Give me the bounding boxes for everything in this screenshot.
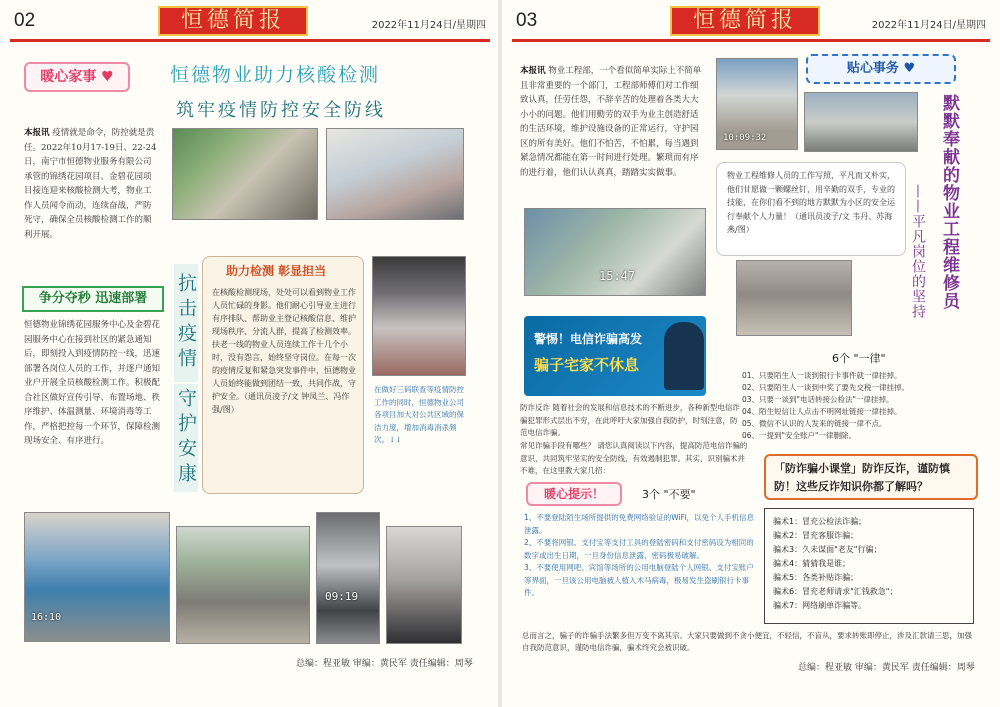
article-tag: 本报讯	[520, 66, 546, 76]
list-item: 骗术7：网络刷单诈骗等。	[773, 601, 867, 610]
list-item: 3、不要使用网吧、宾馆等场所的公用电脑登陆个人网银、支付宝账户等界面，一旦该公用电脑被人植入木马病毒，极易发生盗刷银行卡事件。	[524, 563, 754, 597]
quote-box	[716, 162, 906, 256]
fraud-banner	[524, 316, 706, 396]
three-buyao-title: 3个 "不要"	[642, 488, 696, 501]
photo-timestamp: 16:10	[31, 612, 62, 623]
credits: 总编：程亚敏 审编：黄民军 责任编辑：周琴	[798, 663, 975, 673]
six-yilv-list	[742, 370, 978, 442]
list-item: 骗术1：冒充公检法诈骗；	[773, 517, 867, 526]
photo-queue	[172, 128, 318, 220]
article-tag: 本报讯	[24, 128, 50, 138]
list-item: 06、一提到"安全账户"一律删除。	[742, 431, 856, 440]
right-page	[502, 0, 1000, 707]
ribbon-label: 暖心家事	[40, 69, 97, 85]
list-item: 骗术3：久未谋面"老友"行骗；	[773, 545, 882, 554]
vertical-banner-2: 守护安康	[174, 384, 198, 492]
photo-timestamp: 09:19	[325, 590, 359, 603]
issue-date: 2022年11月24日/星期四	[371, 20, 486, 31]
issue-date: 2022年11月24日/星期四	[871, 20, 986, 31]
list-item: 骗术5：各类补贴诈骗；	[773, 573, 859, 582]
photo-pipe-repair	[524, 208, 706, 296]
header-rule	[10, 39, 490, 42]
section-help-text: 在核酸检测现场，处处可以看到物业工作人员忙碌的身影。他们耐心引导业主进行有序排队、帮助业主登记核酸信息、维护现场秩序、分流人群，提高了检测效率。扶老一线的物业人员连续工作十几个小时，没有怨言，始终坚守岗位。在每一次的疫情反复和紧急突发事件中，恒德物业人员始终能做到团结一致，共同作战，守护安全。（通讯员凌子/文 钟凤兰、冯作强/图）	[212, 288, 356, 414]
police-icon	[664, 322, 704, 390]
page-number: 02	[14, 10, 36, 31]
photo-disinfection	[176, 526, 310, 644]
ribbon-label: 贴心事务	[846, 61, 899, 76]
article-text: 物业工程部，一个看似简单实际上不简单且非常重要的一个部门，工程部师傅们对工作细致认真，任劳任怨，不辞辛苦的处理着各类大大小小的问题。他们用勤劳的双手为业主创造舒适的生活环境，维护设施设备的正常运行，守护园区的所有美好。他们不怕苦，不怕累，每当遇到紧急情况都能在第一时间进行处理。繁琐而有序的进行着，他们认认真真，踏踏实实做事。	[520, 66, 702, 178]
photo-timestamp: 15:47	[599, 269, 636, 283]
list-item: 04、陌生短信让人点击不明网址链接一律挂掉。	[742, 407, 902, 416]
photo-sprayer	[316, 512, 380, 644]
prevention-text: 防诈反诈 随着社会的发展和信息技术的不断进步，各种新型电信诈骗犯罪形式层出不穷，在此呼吁大家加强自我防护，时刻注意，防范电信诈骗。	[520, 403, 740, 437]
heart-icon: ♥	[101, 69, 114, 85]
list-item: 02、只要陌生人一谈到中奖了要先交税一律挂掉。	[742, 383, 910, 392]
vertical-title: 默默奉献的物业工程维修员	[939, 94, 959, 310]
lead-article	[520, 64, 706, 180]
three-buyao-list	[524, 512, 756, 600]
photo-caption: 在做好三码联查等疫情防控工作的同时，恒德物业公司各项目加大对公共区域的保洁力度，增加消毒消杀频次。↓↓	[374, 385, 464, 444]
photo-street	[804, 92, 918, 152]
list-item: 骗术2：冒充客服诈骗；	[773, 531, 859, 540]
fraud-banner-line2: 骗子宅家不休息	[534, 356, 640, 374]
tips-ribbon: 暖心提示！	[526, 482, 622, 506]
list-item: 2、不要将网银、支付宝等支付工具的登陆密码和支付密码设为相同的数字或出生日期，一旦身份信息泄露，密码极易破解。	[524, 538, 754, 560]
list-item: 01、只要陌生人一谈到银行卡事件就一律挂掉。	[742, 371, 902, 380]
quote-text: 物业工程维修人员的工作写照，平凡而又朴实，他们甘愿做一颗螺丝钉，用辛勤的双手，专业的技能，在你们看不到的地方默默为小区的安全运行奉献个人力量！（通讯员凌子/文 韦丹、苏海燕/图）	[727, 171, 895, 234]
photo-timestamp: 10:09:32	[723, 133, 767, 143]
page-number: 03	[516, 10, 538, 31]
masthead-title: 恒德简报	[670, 6, 820, 36]
page-headline: 恒德物业助力核酸检测	[170, 64, 381, 86]
page-subheadline: 筑牢疫情防控安全防线	[176, 100, 386, 121]
photo-volunteer	[372, 256, 466, 376]
left-header	[0, 6, 500, 40]
photo-bins	[24, 512, 170, 642]
right-header	[502, 6, 1000, 40]
list-item: 骗术6：冒充老师请求"汇钱救急"；	[773, 587, 898, 596]
closing-text: 总而言之，骗子的诈骗手法繁多但万变不离其宗。大家只要做到不贪小便宜，不轻信，不盲从，要求转账即停止，涉及汇款请三思，加强自我防范意识，谨防电信诈骗，骗术终究会被识破。	[522, 631, 972, 652]
lead-article	[24, 126, 158, 242]
list-item: 05、微信不认识的人发来的链接一律不点。	[742, 419, 887, 428]
header-rule	[512, 39, 990, 42]
list-item: 03、只要一谈到"电话转接公检法"一律挂掉。	[742, 395, 894, 404]
vertical-subtitle: ——平凡岗位的坚持	[910, 184, 926, 319]
heart-icon: ♥	[903, 61, 916, 76]
six-yilv-title: 6个 "一律"	[832, 352, 886, 365]
credits: 总编：程亚敏 审编：黄民军 责任编辑：周琴	[296, 659, 473, 669]
section-title-green: 争分夺秒 迅速部署	[22, 286, 164, 312]
section-green-text: 恒德物业锦绣花园服务中心及金碧花园服务中心在接到社区的紧急通知后，即刻投入到疫情防控一线，迅速部署各岗位人员的工作，并逐户通知业户开展全员核酸检测工作。积极配合社区做好宣传引导、布置场地、秩序维护、体温测量、环境消毒等工作，严格把控每一个环节，保障检测现场安全、有序进行。	[24, 320, 161, 446]
photo-worker-road	[736, 260, 852, 336]
list-item: 骗术4：猜猜我是谁；	[773, 559, 851, 568]
article-text: 疫情就是命令，防控就是责任。2022年10月17-19日、22-24日，南宁市恒德物业服务有限公司承管的锦绣花园项目、金碧花园项目接连迎来核酸检测大考，物业工作人员闻令而动，连续奋战，严防死守，确保全员核酸检测工作的顺利开展。	[24, 128, 157, 240]
photo-testing-room	[326, 128, 464, 220]
scams-list	[764, 508, 974, 624]
vertical-banner-1: 抗击疫情	[174, 264, 198, 382]
photo-cleaner	[386, 526, 462, 644]
masthead-title: 恒德简报	[158, 6, 308, 36]
section-ribbon	[806, 54, 956, 84]
section-help-title: 助力检测 彰显担当	[226, 264, 327, 278]
list-item: 1、不要登陆陌生场所提供的免费网络验证的WiFi，以免个人手机信息泄露。	[524, 513, 754, 535]
photo-ladder	[716, 58, 798, 150]
warning-question: 常见诈骗手段有哪些？ 请您认真阅读以下内容，提高防范电信诈骗的意识，共同筑牢坚实的安全防线，有效遏制犯罪。其实，识别骗术并不难，在这里教大家几招：	[520, 441, 748, 475]
section-ribbon	[24, 62, 130, 92]
fraud-banner-line1: 警惕！电信诈骗高发	[534, 332, 643, 346]
knowledge-title: 「防诈骗小课堂」防诈反诈，谨防慎防！这些反诈知识你都了解吗？	[764, 454, 978, 500]
